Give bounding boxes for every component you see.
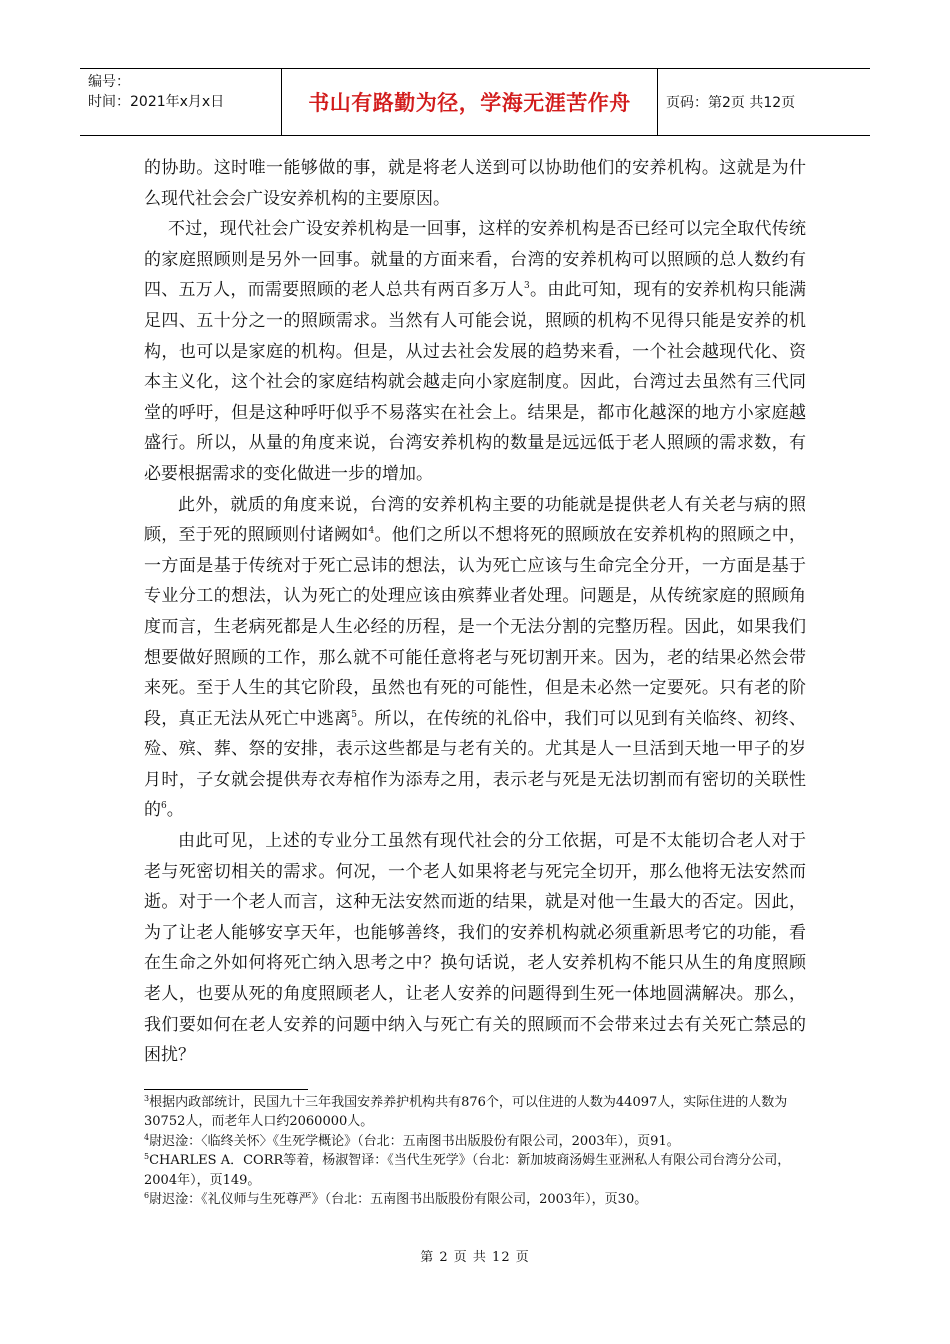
page-number-footer: 第 2 页 共 12 页 <box>420 1250 530 1265</box>
page-header <box>80 68 870 136</box>
footnote-ref-6[interactable]: 6 <box>161 801 167 812</box>
footnote-5 <box>144 1151 806 1190</box>
footnote-ref-4[interactable]: 4 <box>368 526 375 537</box>
footnote-divider <box>144 1089 308 1090</box>
footnote-number: 3 <box>144 1094 150 1103</box>
paragraph-text: 不过，现代社会广设安养机构是一回事，这样的安养机构是否已经可以完全取代传统的家庭照顾则是另外一回事。就量的方面来看，台湾的安养机构可以照顾的总人数约有四、五万人，而需要照顾的老人总共有两百多万人 <box>144 219 806 301</box>
footnote-text: 根据内政部统计，民国九十三年我国安养养护机构共有876个，可以住进的人数为44097人，实际住进的人数为30752人，而老年人口约2060000人。 <box>144 1095 788 1130</box>
paragraph-2 <box>144 214 806 489</box>
footnote-text: 尉迟淦：《礼仪师与生死尊严》（台北：五南图书出版股份有限公司，2003年），页30。 <box>149 1192 648 1208</box>
footnote-ref-3[interactable]: 3 <box>523 281 530 292</box>
paragraph-text: 此外，就质的角度来说，台湾的安养机构主要的功能就是提供老人有关老与病的照顾，至于死的照顾则付诸阙如 <box>144 494 806 546</box>
document-date: 时间：2021年x月x日 <box>88 94 225 110</box>
footnote-text: CHARLES A．CORR等着，杨淑智译：《当代生死学》（台北：新加坡商汤姆生亚洲私人有限公司台湾分公司，2004年），页149。 <box>144 1153 791 1188</box>
footnote-number: 4 <box>144 1132 150 1142</box>
paragraph-text: 。所以，在传统的礼俗中，我们可以见到有关临终、初终、殓、殡、葬、祭的安排，表示这些都是与老有关的。尤其是人一旦活到天地一甲子的岁月时，子女就会提供寿衣寿棺作为添寿之用，表示老与死是无法切割而有密切的关联性的 <box>144 708 807 821</box>
footnote-3 <box>144 1093 806 1132</box>
paragraph-text: 的协助。这时唯一能够做的事，就是将老人送到可以协助他们的安养机构。这就是为什么现代社会会广设安养机构的主要原因。 <box>144 158 806 209</box>
footnote-4 <box>144 1132 806 1151</box>
paragraph-text: 。由此可知，现有的安养机构只能满足四、五十分之一的照顾需求。当然有人可能会说，照顾的机构不见得只能是安养的机构，也可以是家庭的机构。但是，从过去社会发展的趋势来看，一个社会越现代化、资本主义化，这个社会的家庭结构就会越走向小家庭制度。因此，台湾过去虽然有三代同堂的呼吁，但是这种呼吁似乎不易落实在社会上。结果是，都市化越深的地方小家庭越盛行。所以，从量的角度来说，台湾安养机构的数量是远远低于老人照顾的需求数，有必要根据需求的变化做进一步的增加。 <box>144 280 807 484</box>
header-meta <box>80 69 282 135</box>
header-page-info: 页码：第2页 共12页 <box>666 95 796 111</box>
paragraph-1 <box>144 153 806 214</box>
paragraph-text: 。他们之所以不想将死的照顾放在安养机构的照顾之中，一方面是基于传统对于死亡忌讳的想法，认为死亡应该与生命完全分开，一方面是基于专业分工的想法，认为死亡的处理应该由殡葬业者处理。问题是，从传统家庭的照顾角度而言，生老病死都是人生必经的历程，是一个无法分割的完整历程。因此，如果我们想要做好照顾的工作，那么就不可能任意将老与死切割开来。因为，老的结果必然会带来死。至于人生的其它阶段，虽然也有死的可能性，但是未必然一定要死。只有老的阶段，真正无法从死亡中逃离 <box>144 525 807 729</box>
paragraph-text: 。 <box>166 800 184 821</box>
header-motto: 书山有路勤为径，学海无涯苦作舟 <box>282 69 658 135</box>
paragraph-3 <box>144 490 806 827</box>
footnote-ref-5[interactable]: 5 <box>351 709 357 720</box>
footnote-number: 5 <box>144 1152 150 1162</box>
document-number-label: 编号： <box>88 74 130 90</box>
paragraph-text: 由此可见，上述的专业分工虽然有现代社会的分工依据，可是不太能切合老人对于老与死密切相关的需求。何况，一个老人如果将老与死完全切开，那么他将无法安然而逝。对于一个老人而言，这种无法安然而逝的结果，就是对他一生最大的否定。因此，为了让老人能够安享天年，也能够善终，我们的安养机构就必须重新思考它的功能，看在生命之外如何将死亡纳入思考之中？换句话说，老人安养机构不能只从生的角度照顾老人，也要从死的角度照顾老人，让老人安养的问题得到生死一体地圆满解决。那么，我们要如何在老人安养的问题中纳入与死亡有关的照顾而不会带来过去有关死亡禁忌的困扰？ <box>144 831 806 1066</box>
footnote-6 <box>144 1190 806 1209</box>
footnotes <box>144 1093 806 1209</box>
footnote-number: 6 <box>144 1191 150 1201</box>
paragraph-4 <box>144 826 806 1071</box>
footnote-text: 尉迟淦：〈临终关怀〉《生死学概论》（台北：五南图书出版股份有限公司，2003年），页91。 <box>149 1133 680 1149</box>
document-body <box>144 153 806 1071</box>
